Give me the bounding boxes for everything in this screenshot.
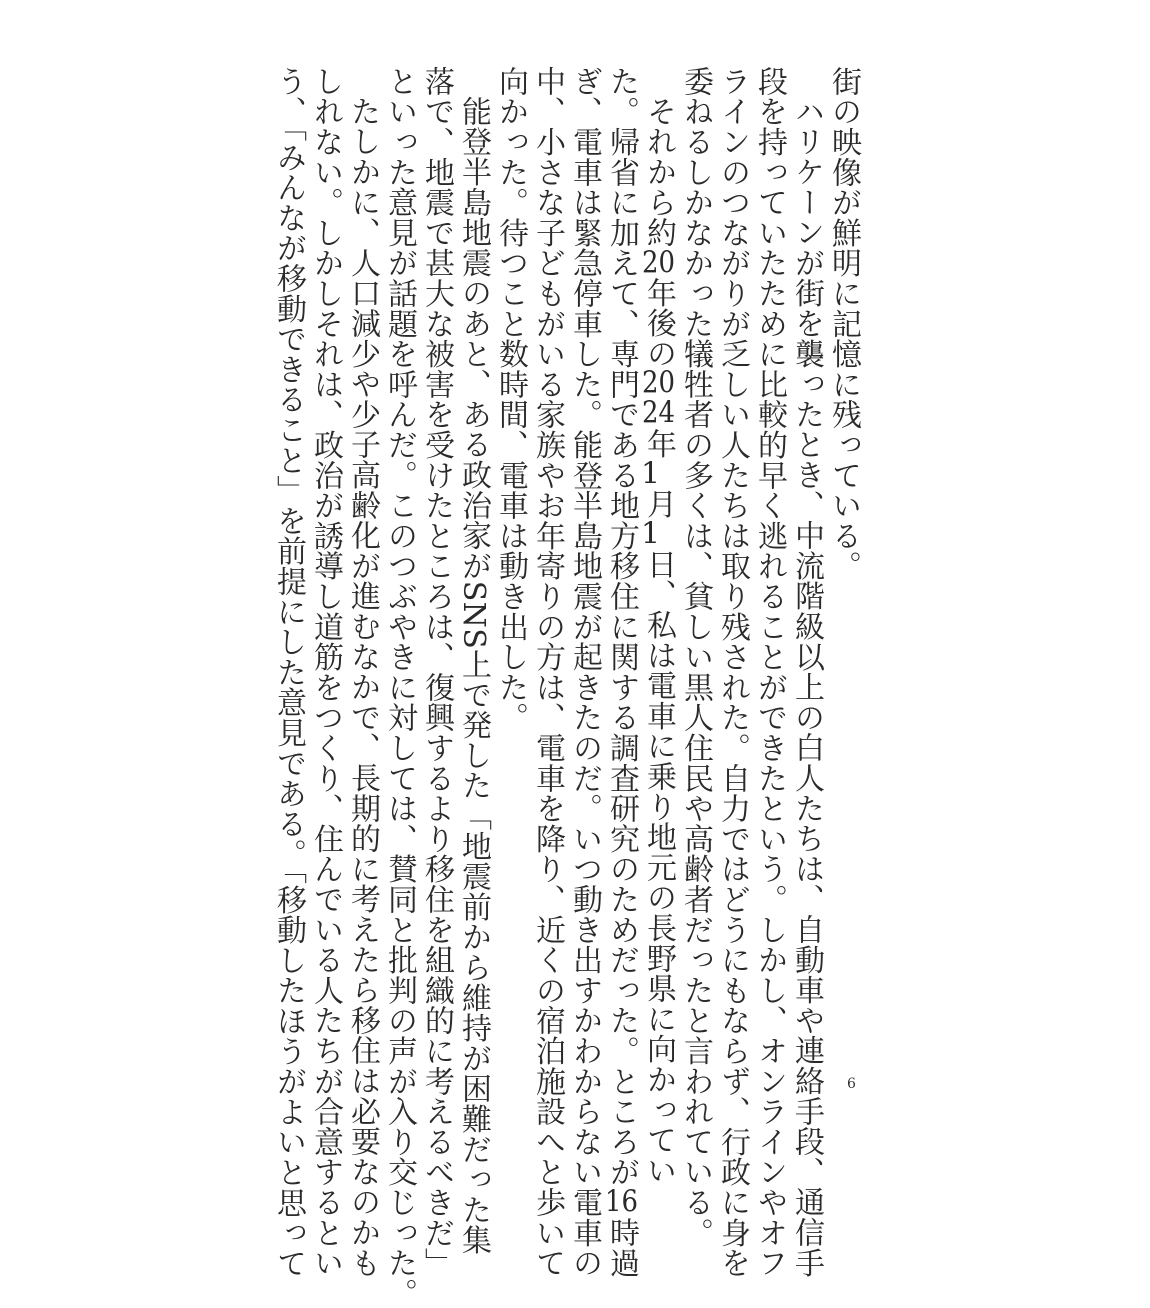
text-line: たしかに、人口減少や少子高齢化が進むなかで、長期的に考えたら移住は必要なのかも xyxy=(345,96,380,1278)
page-number: 6 xyxy=(847,1076,856,1092)
text-line: 段を持っていたために比較的早く逃れることができたという。しかし、オンラインやオフ xyxy=(752,66,787,1278)
text-line: といった意見が話題を呼んだ。このつぶやきに対しては、賛同と批判の声が入り交じった。 xyxy=(382,66,417,1308)
text-line: 街の映像が鮮明に記憶に残っている。 xyxy=(826,66,861,582)
text-line: しれない。しかしそれは、政治が誘導し道筋をつくり、住んでいる人たちが合意するとい xyxy=(308,66,343,1278)
text-line: 委ねるしかなかった犠牲者の多くは、貧しい黒人住民や高齢者だったと言われている。 xyxy=(678,66,713,1248)
text-line: 向かった。待つこと数時間、電車は動き出した。 xyxy=(493,66,528,733)
text-line: ハリケーンが街を襲ったとき、中流階級以上の白人たちは、自動車や連絡手段、通信手 xyxy=(789,96,824,1278)
text-line: 中、小さな子どもがいる家族やお年寄りの方は、電車を降り、近くの宿泊施設へと歩いて xyxy=(530,66,565,1278)
text-line: 落で、地震で甚大な被害を受けたところは、復興するより移住を組織的に考えるべきだ」 xyxy=(419,66,454,1278)
text-line: ラインのつながりが乏しい人たちは取り残された。自力ではどうにもならず、行政に身を xyxy=(715,66,750,1278)
text-line: それから約20年後の2024年1月1日、私は電車に乗り地元の長野県に向かってい xyxy=(641,96,676,1186)
text-line: 能登半島地震のあと、ある政治家がSNS上で発した「地震前から維持が困難だった集 xyxy=(456,96,491,1256)
text-line: ぎ、電車は緊急停車した。能登半島地震が起きたのだ。いつ動き出すかわからない電車の xyxy=(567,66,602,1278)
vertical-body-text xyxy=(270,66,862,1308)
text-line: た。帰省に加えて、専門である地方移住に関する調査研究のためだった。ところが16時過 xyxy=(604,66,639,1278)
text-line: う、「みんなが移動できること」を前提にした意見である。「移動したほうがよいと思って xyxy=(271,66,306,1279)
